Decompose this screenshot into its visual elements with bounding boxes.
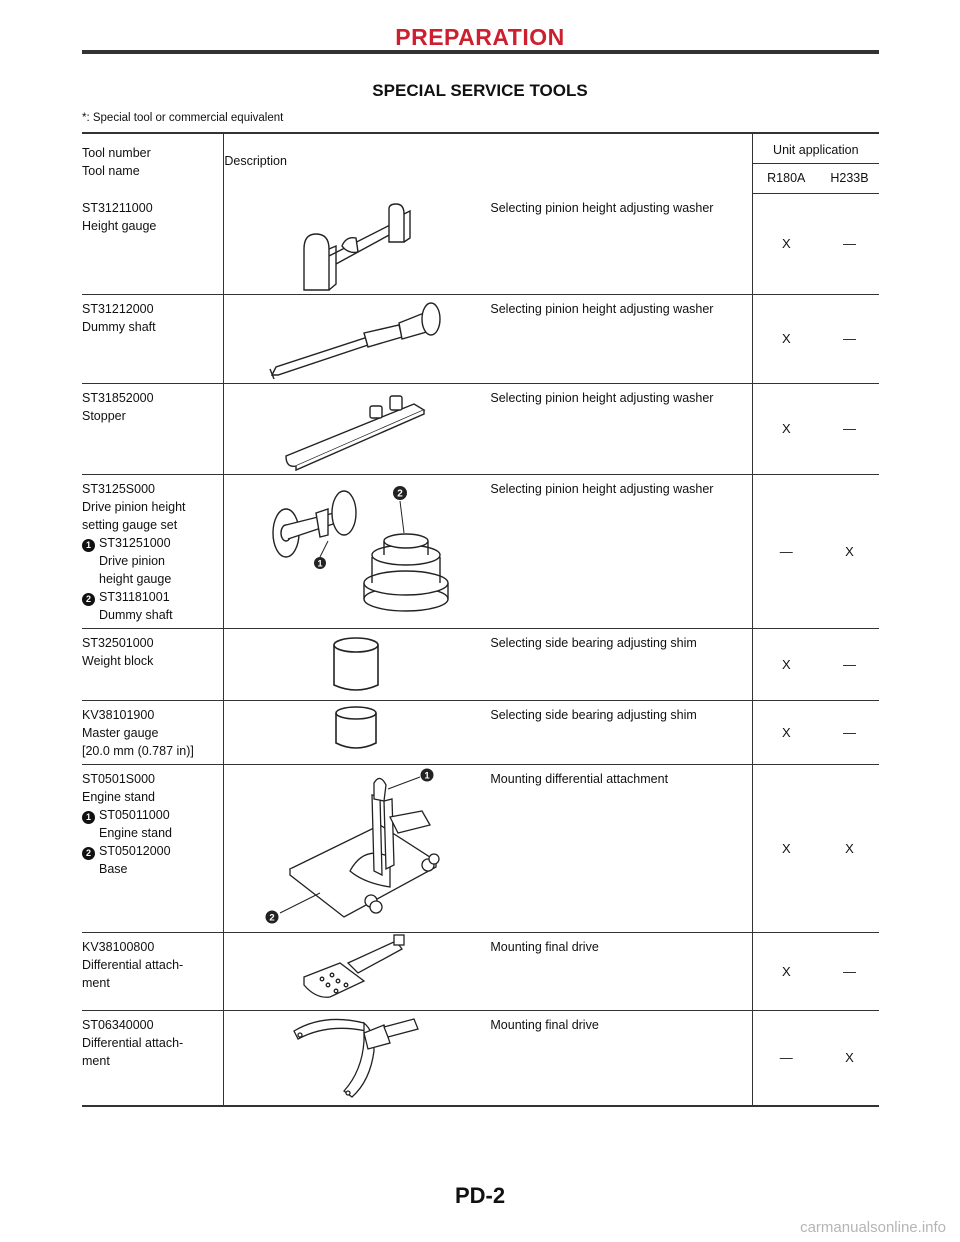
h233b-application: — xyxy=(820,384,879,475)
tool-identity xyxy=(82,475,224,629)
page-header-title: PREPARATION xyxy=(395,24,565,50)
tool-purpose: Selecting side bearing adjusting shim xyxy=(490,629,752,701)
sub-item-number: ST31251000 xyxy=(99,536,171,550)
tool-identity xyxy=(82,765,224,933)
tool-name-line: setting gauge set xyxy=(82,518,178,532)
differential-attachment-yoke-illustration xyxy=(224,1011,490,1104)
tool-identity xyxy=(82,933,224,1011)
callout-marker-1: 1 xyxy=(82,811,95,824)
sub-item-name: Base xyxy=(99,862,128,876)
h233b-application: — xyxy=(820,295,879,384)
r180a-application: X xyxy=(752,765,820,933)
callout-marker-1: 1 xyxy=(82,539,95,552)
table-row xyxy=(82,701,879,765)
tool-illustration-cell xyxy=(224,701,491,765)
sub-item-1 xyxy=(82,534,219,552)
table-row xyxy=(82,629,879,701)
footnote: *: Special tool or commercial equivalent xyxy=(82,112,284,124)
sub-item-number: ST31181001 xyxy=(99,590,170,604)
r180a-application: X xyxy=(752,701,820,765)
h233b-application: X xyxy=(820,765,879,933)
tool-number: ST32501000 xyxy=(82,636,154,650)
tool-purpose: Mounting final drive xyxy=(490,933,752,1011)
table-row xyxy=(82,1011,879,1106)
tool-number: ST31852000 xyxy=(82,391,154,405)
callout-label-2: 2 xyxy=(397,488,404,500)
tool-name: Engine stand xyxy=(82,790,155,804)
tool-number: ST0501S000 xyxy=(82,772,155,786)
header-tool-number-name xyxy=(82,133,224,194)
tool-identity xyxy=(82,629,224,701)
tool-illustration-cell xyxy=(224,1011,491,1106)
tool-number: ST31212000 xyxy=(82,302,154,316)
dummy-shaft-illustration xyxy=(224,295,490,383)
table-row xyxy=(82,384,879,475)
tool-name: Dummy shaft xyxy=(82,320,156,334)
tool-purpose: Mounting final drive xyxy=(490,1011,752,1106)
tool-purpose: Selecting pinion height adjusting washer xyxy=(490,475,752,629)
tool-illustration-cell xyxy=(224,194,491,295)
r180a-application: X xyxy=(752,629,820,701)
tool-name: Height gauge xyxy=(82,218,157,233)
h233b-application: X xyxy=(820,1011,879,1106)
table-row xyxy=(82,765,879,933)
r180a-application: X xyxy=(752,194,820,295)
h233b-application: — xyxy=(820,194,879,295)
page-number: PD-2 xyxy=(454,1183,506,1208)
tool-name-line: [20.0 mm (0.787 in)] xyxy=(82,744,194,758)
sub-item-name: height gauge xyxy=(99,572,172,586)
section-title: SPECIAL SERVICE TOOLS xyxy=(372,81,588,100)
h233b-application: X xyxy=(820,475,879,629)
differential-attachment-plate-illustration xyxy=(224,933,490,1009)
h233b-application: — xyxy=(820,629,879,701)
callout-label-1: 1 xyxy=(424,770,431,782)
tool-illustration-cell xyxy=(224,629,491,701)
tool-identity xyxy=(82,701,224,765)
header-unit-application: Unit application xyxy=(752,133,879,164)
callout-marker-2: 2 xyxy=(82,593,95,606)
tool-name-line: ment xyxy=(82,976,110,990)
table-row xyxy=(82,933,879,1011)
r180a-application: — xyxy=(752,475,820,629)
tool-number: ST3125S000 xyxy=(82,482,155,496)
tool-purpose: Selecting side bearing adjusting shim xyxy=(490,701,752,765)
r180a-application: X xyxy=(752,933,820,1011)
tool-name-line: Master gauge xyxy=(82,726,159,740)
table-row xyxy=(82,475,879,629)
tool-name-line: Drive pinion height xyxy=(82,500,186,514)
tool-number: ST31211000 xyxy=(82,200,153,215)
tool-identity xyxy=(82,194,224,295)
tool-purpose: Mounting differential attachment xyxy=(490,765,752,933)
header-h233b: H233B xyxy=(820,164,879,194)
tool-name-line: Differential attach- xyxy=(82,958,184,972)
tool-name-line: ment xyxy=(82,1054,110,1068)
tool-purpose: Selecting pinion height adjusting washer xyxy=(490,194,752,295)
callout-marker-2: 2 xyxy=(82,847,95,860)
tool-illustration-cell xyxy=(224,295,491,384)
sub-item-number: ST05011000 xyxy=(99,808,170,822)
tool-identity xyxy=(82,1011,224,1106)
r180a-application: X xyxy=(752,384,820,475)
tool-purpose: Selecting pinion height adjusting washer xyxy=(490,384,752,475)
stopper-illustration xyxy=(224,384,490,474)
header-divider xyxy=(82,50,879,54)
sub-item-2 xyxy=(82,588,219,606)
tool-name: Stopper xyxy=(82,409,126,423)
tool-number: ST06340000 xyxy=(82,1018,154,1032)
pinion-gauge-set-illustration xyxy=(224,475,490,625)
tool-name: Weight block xyxy=(82,654,154,668)
sub-item-name: Engine stand xyxy=(99,826,172,840)
tool-identity xyxy=(82,295,224,384)
tool-illustration-cell xyxy=(224,765,491,933)
tool-illustration-cell xyxy=(224,475,491,629)
callout-label-1: 1 xyxy=(317,558,323,569)
header-description: Description xyxy=(224,133,752,194)
tool-identity xyxy=(82,384,224,475)
tool-illustration-cell xyxy=(224,384,491,475)
h233b-application: — xyxy=(820,933,879,1011)
watermark: carmanualsonline.info xyxy=(800,1219,946,1236)
sub-item-number: ST05012000 xyxy=(99,844,171,858)
sub-item-name: Dummy shaft xyxy=(99,608,173,622)
header-r180a: R180A xyxy=(752,164,820,194)
tool-purpose: Selecting pinion height adjusting washer xyxy=(490,295,752,384)
tool-number: KV38100800 xyxy=(82,940,155,954)
callout-label-2: 2 xyxy=(269,912,276,924)
engine-stand-illustration xyxy=(224,765,490,931)
sub-item-name: Drive pinion xyxy=(99,554,166,568)
sub-item-2 xyxy=(82,842,219,860)
table-row xyxy=(82,194,879,295)
tool-name-line: Differential attach- xyxy=(82,1036,184,1050)
r180a-application: — xyxy=(752,1011,820,1106)
master-gauge-illustration xyxy=(224,701,490,756)
sub-item-1 xyxy=(82,806,219,824)
h233b-application: — xyxy=(820,701,879,765)
header-tool-number: Tool number xyxy=(82,146,151,160)
tool-number: KV38101900 xyxy=(82,708,155,722)
header-tool-name: Tool name xyxy=(82,164,140,178)
height-gauge-illustration xyxy=(224,194,490,294)
r180a-application: X xyxy=(752,295,820,384)
tool-illustration-cell xyxy=(224,933,491,1011)
weight-block-illustration xyxy=(224,629,490,699)
special-service-tools-table xyxy=(82,132,879,1107)
table-row xyxy=(82,295,879,384)
